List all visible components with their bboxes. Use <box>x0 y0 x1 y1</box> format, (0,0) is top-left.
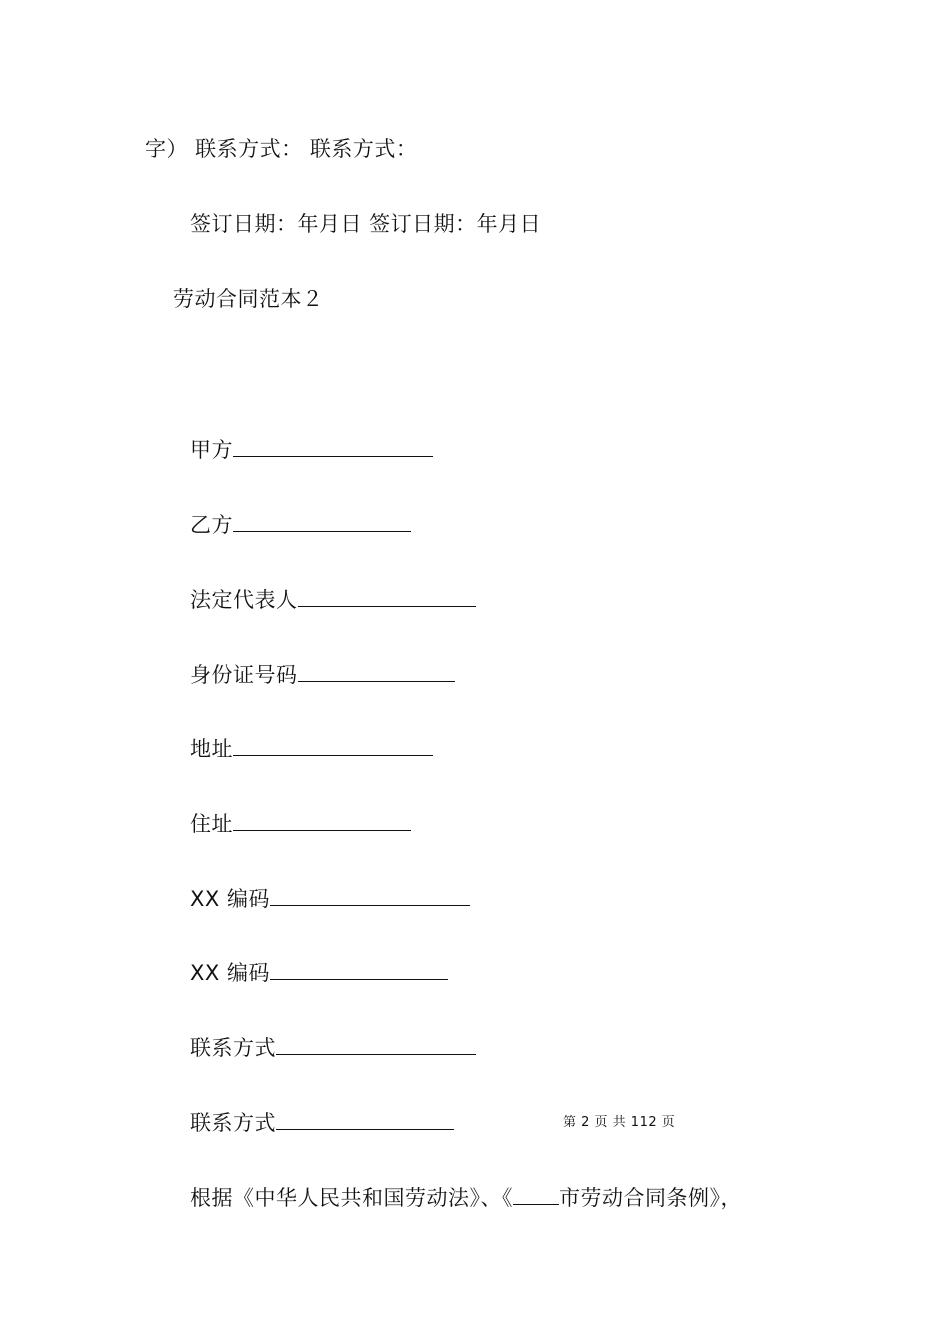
field-contact-2 <box>190 1107 454 1137</box>
field-party-b <box>190 509 411 539</box>
fill-blank-line <box>233 509 411 532</box>
fill-blank-line <box>298 659 455 682</box>
body-text-part2: 市劳动合同条例》， <box>559 1186 742 1210</box>
fill-blank-line <box>270 957 448 980</box>
fill-blank-line <box>233 733 433 756</box>
fill-blank-line <box>298 584 476 607</box>
field-label: XX 编码 <box>190 887 270 911</box>
fill-blank-line <box>233 434 433 457</box>
field-contact-1 <box>190 1032 476 1062</box>
field-label: 法定代表人 <box>190 588 298 612</box>
field-legal-representative <box>190 584 476 614</box>
field-code-2 <box>190 957 448 987</box>
field-code-1 <box>190 883 470 913</box>
fill-blank-line <box>276 1032 476 1055</box>
contact-row: 字） 联系方式： 联系方式： <box>145 137 418 161</box>
field-label: 联系方式 <box>190 1036 276 1060</box>
field-label: 地址 <box>190 737 233 761</box>
field-party-a <box>190 434 433 464</box>
fill-blank-line <box>233 808 411 831</box>
page-number-footer: 第 2 页 共 112 页 <box>563 1115 676 1130</box>
field-label: 甲方 <box>190 438 233 462</box>
fill-blank-line <box>276 1107 454 1130</box>
field-label: 住址 <box>190 812 233 836</box>
fill-blank-line <box>270 883 470 906</box>
field-id-number <box>190 659 455 689</box>
fill-blank-line <box>513 1182 559 1205</box>
field-address <box>190 733 433 763</box>
body-text-part1: 根据《中华人民共和国劳动法》、《 <box>190 1186 513 1210</box>
sign-date-row: 签订日期：年月日 签订日期：年月日 <box>190 212 542 236</box>
field-label: 乙方 <box>190 513 233 537</box>
field-label: 联系方式 <box>190 1111 276 1135</box>
field-residence <box>190 808 411 838</box>
body-paragraph <box>190 1182 742 1212</box>
field-label: XX 编码 <box>190 961 270 985</box>
field-label: 身份证号码 <box>190 663 298 687</box>
page-title: 劳动合同范本２ <box>173 287 324 311</box>
